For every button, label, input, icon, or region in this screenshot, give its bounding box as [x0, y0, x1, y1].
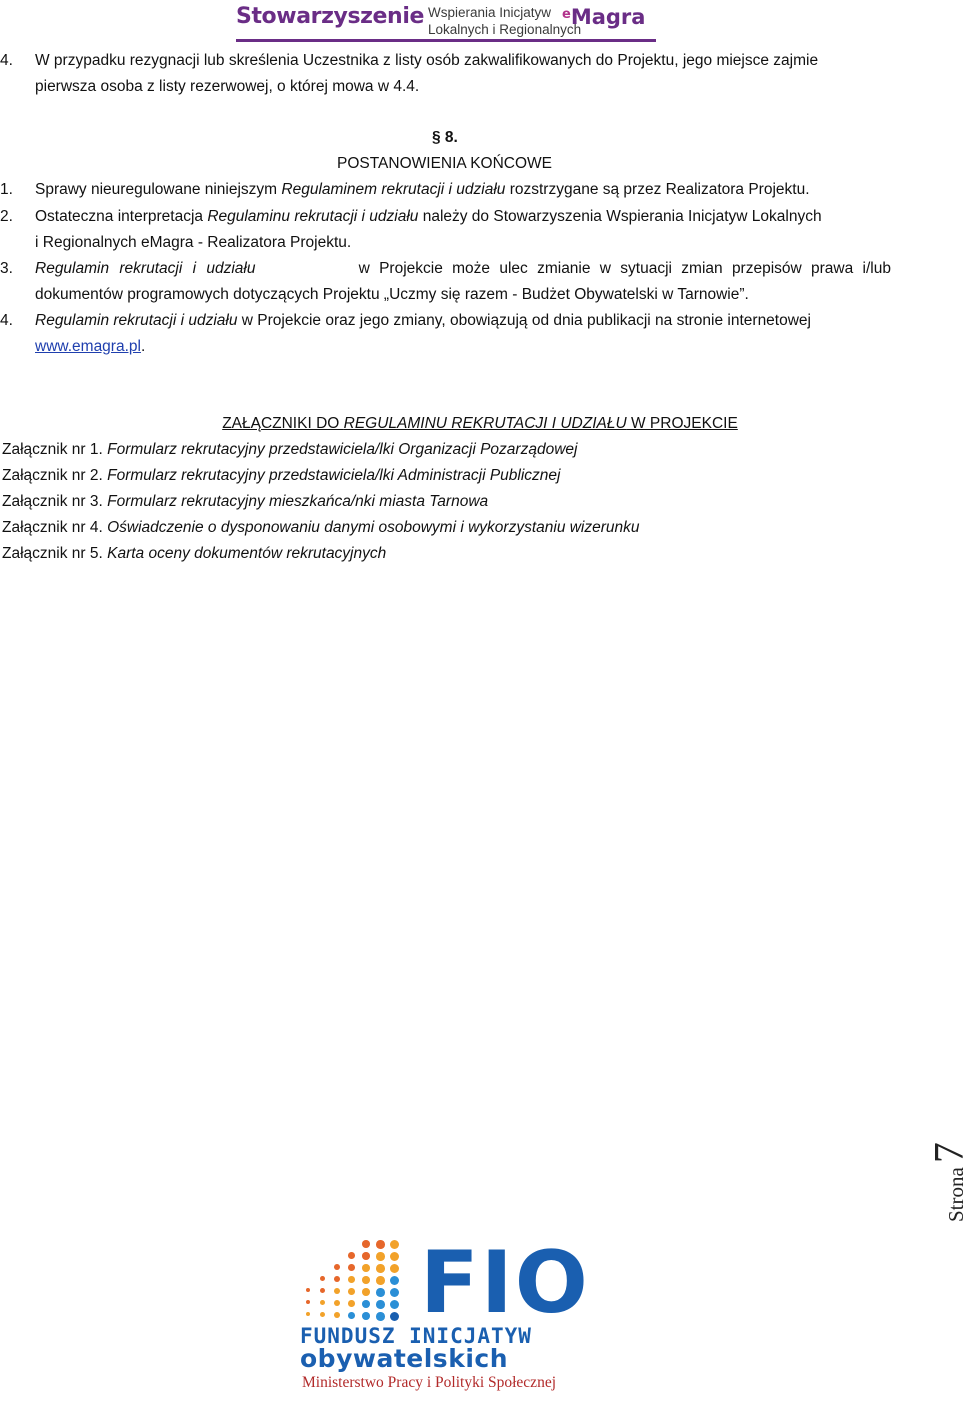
fio-dot	[320, 1300, 325, 1305]
header-emagra-logo	[562, 5, 645, 29]
regulation-name: Regulamin rekrutacji i udziału	[35, 260, 256, 277]
fio-dot	[376, 1312, 385, 1321]
fio-dot	[376, 1288, 385, 1297]
fio-dot	[334, 1276, 340, 1282]
point-number: 1.	[0, 181, 13, 198]
point-number: 4.	[0, 312, 13, 329]
fio-dot	[362, 1252, 370, 1260]
fio-dot	[362, 1300, 370, 1308]
fio-dot	[362, 1312, 370, 1320]
attachment-label: Załącznik nr 5.	[2, 545, 108, 562]
point-text: w Projekcie oraz jego zmiany, obowiązują od dnia publikacji na stronie internetowej	[237, 312, 811, 329]
fio-dot	[320, 1288, 325, 1293]
point-text: rozstrzygane są przez Realizatora Projektu.	[505, 181, 810, 198]
point-3-line2: dokumentów programowych dotyczących Projektu „Uczmy się razem - Budżet Obywatelski w Tarnowie”.	[35, 286, 749, 303]
fio-dot	[376, 1240, 385, 1249]
attachment-label: Załącznik nr 1.	[2, 441, 108, 458]
header-assoc-name: Stowarzyszenie	[236, 4, 424, 29]
point-number: 2.	[0, 208, 13, 225]
fio-dot	[348, 1252, 355, 1259]
attachment-label: Załącznik nr 4.	[2, 519, 108, 536]
header-subtitle-line1: Wspierania Inicjatyw	[428, 5, 552, 20]
attachments-heading-c: W PROJEKCIE	[626, 415, 738, 432]
attachment-title: Formularz rekrutacyjny przedstawiciela/lki Organizacji Pozarządowej	[107, 441, 578, 458]
header-assoc-subtitle	[428, 4, 581, 38]
point-2-line2: i Regionalnych eMagra - Realizatora Projektu.	[35, 234, 352, 251]
emagra-e: e	[562, 7, 571, 22]
fio-dot	[334, 1288, 340, 1294]
attachment-label: Załącznik nr 3.	[2, 493, 108, 510]
fio-dot	[334, 1300, 340, 1306]
section-title: POSTANOWIENIA KOŃCOWE	[337, 155, 553, 172]
fio-dot	[348, 1288, 355, 1295]
section-number: § 8.	[432, 129, 458, 146]
fio-dot	[390, 1300, 399, 1309]
page-number-value: 7	[927, 1142, 973, 1164]
fio-dot	[362, 1288, 370, 1296]
fio-dot	[334, 1264, 340, 1270]
fio-line2: obywatelskich	[300, 1344, 509, 1373]
fio-dot	[376, 1252, 385, 1261]
fio-dot	[376, 1264, 385, 1273]
attachment-item	[2, 515, 640, 541]
fio-dot	[390, 1240, 399, 1249]
page-label: Strona	[944, 1167, 968, 1222]
attachments-heading	[0, 411, 960, 437]
attachment-title: Formularz rekrutacyjny przedstawiciela/lki Administracji Publicznej	[107, 467, 561, 484]
fio-dot	[348, 1276, 355, 1283]
attachment-item	[2, 541, 386, 567]
regulation-name: Regulamin rekrutacji i udziału	[35, 312, 238, 329]
regulation-name: Regulaminu rekrutacji i udziału	[207, 208, 419, 225]
fio-dot	[348, 1264, 355, 1271]
fio-dot	[348, 1312, 355, 1319]
point-text: należy do Stowarzyszenia Wspierania Inicjatyw Lokalnych	[418, 208, 822, 225]
fio-dot	[320, 1276, 325, 1281]
point-4-line2	[35, 334, 145, 360]
fio-dot	[376, 1276, 385, 1285]
fio-dot	[362, 1276, 370, 1284]
fio-dot	[334, 1312, 340, 1318]
header-divider	[236, 39, 656, 42]
emagra-text: Magra	[570, 5, 646, 29]
header-logo	[236, 2, 658, 44]
attachment-item	[2, 437, 577, 463]
fio-dot	[390, 1264, 399, 1273]
fio-dot	[390, 1276, 399, 1285]
fio-dot	[306, 1312, 310, 1316]
fio-wordmark: FIO	[420, 1233, 590, 1333]
fio-dot	[390, 1252, 399, 1261]
fio-dot	[376, 1300, 385, 1309]
attachments-heading-a: ZAŁĄCZNIKI DO	[222, 415, 344, 432]
fio-dot	[362, 1264, 370, 1272]
fio-line1: FUNDUSZ INICJATYW	[300, 1324, 532, 1348]
fio-dot	[362, 1240, 370, 1248]
attachment-title: Karta oceny dokumentów rekrutacyjnych	[107, 545, 387, 562]
fio-logo	[298, 1233, 598, 1396]
fio-dot	[306, 1300, 310, 1304]
attachment-item	[2, 489, 488, 515]
fio-dot	[306, 1288, 310, 1292]
attachments-heading-b: REGULAMINU REKRUTACJI I UDZIAŁU	[343, 415, 627, 432]
fio-dot	[348, 1300, 355, 1307]
attachment-title: Oświadczenie o dysponowaniu danymi osobowymi i wykorzystaniu wizerunku	[107, 519, 640, 536]
attachment-item	[2, 463, 560, 489]
point-text: Ostateczna interpretacja	[35, 208, 208, 225]
point-text: w Projekcie może ulec zmianie w sytuacji zmian przepisów prawa i/lub	[358, 260, 891, 277]
fio-dot	[320, 1312, 325, 1317]
point-end: .	[140, 338, 146, 355]
point-number: 3.	[0, 260, 13, 277]
regulation-name: Regulaminem rekrutacji i udziału	[281, 181, 506, 198]
point-text: Sprawy nieuregulowane niniejszym	[35, 181, 282, 198]
attachment-label: Załącznik nr 2.	[2, 467, 108, 484]
item-text-line1: W przypadku rezygnacji lub skreślenia Uczestnika z listy osób zakwalifikowanych do Projektu, jego miejsce zajmie	[35, 52, 819, 69]
item-text-line2: pierwsza osoba z listy rezerwowej, o której mowa w 4.4.	[35, 78, 420, 95]
header-subtitle-line2: Lokalnych i Regionalnych	[428, 22, 582, 37]
fio-dot	[390, 1288, 399, 1297]
website-link[interactable]: www.emagra.pl	[35, 338, 141, 355]
page-number	[926, 1142, 974, 1222]
attachment-title: Formularz rekrutacyjny mieszkańca/nki miasta Tarnowa	[107, 493, 489, 510]
item-number: 4.	[0, 52, 13, 69]
fio-ministry: Ministerstwo Pracy i Polityki Społecznej	[302, 1374, 557, 1391]
fio-dot	[390, 1312, 399, 1321]
